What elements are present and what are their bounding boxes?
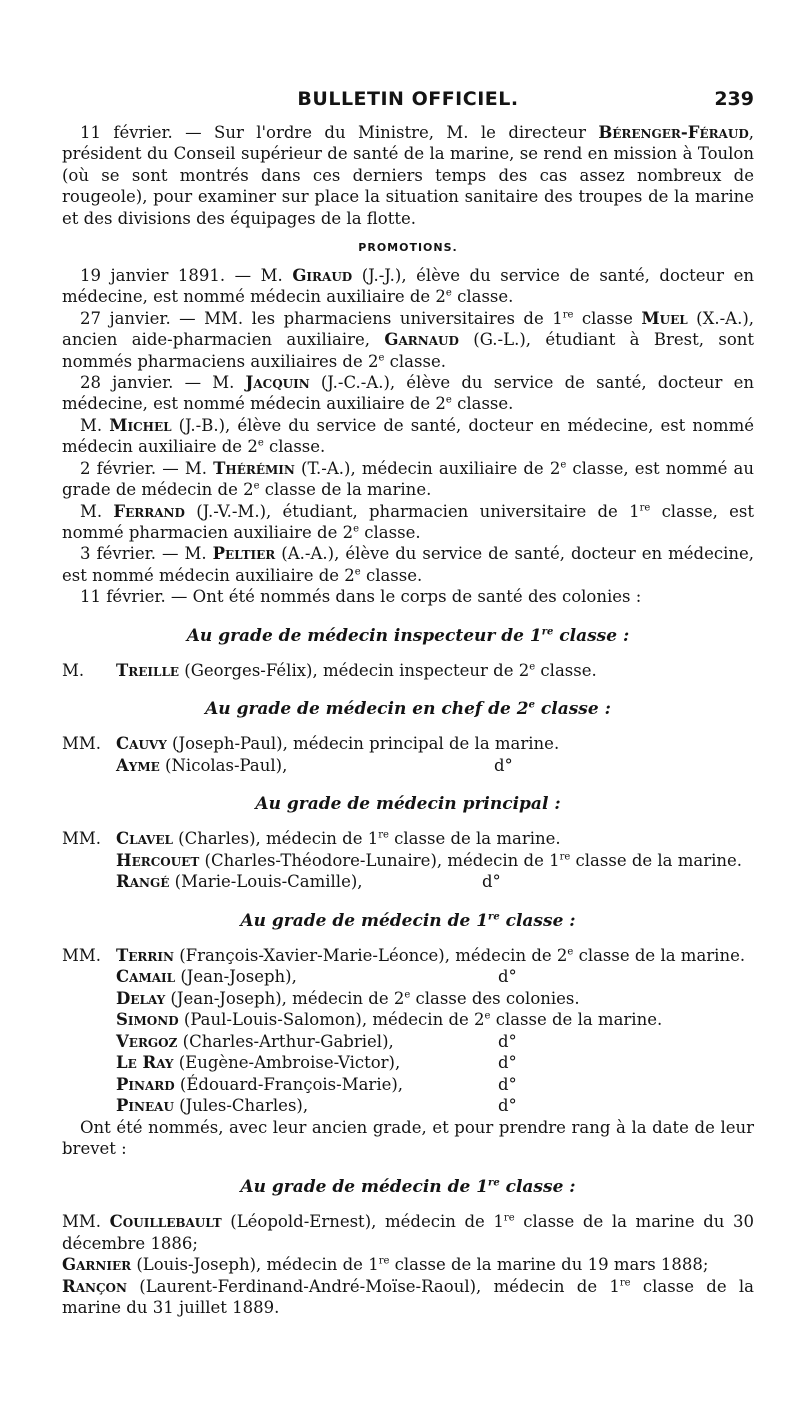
appointment-row	[62, 828, 754, 850]
final-entry	[62, 1211, 754, 1254]
person-name: Ayme	[116, 755, 160, 775]
appointment-row	[62, 871, 754, 893]
person-name: Ferrand	[113, 501, 185, 521]
promotion-lead: 3 février. — M.	[80, 544, 213, 564]
person-name: Vergoz	[116, 1031, 178, 1051]
promotion-lead: 11 février. — Ont été nommés dans le corps de santé des colonies :	[80, 587, 642, 607]
appointment-sections	[62, 626, 754, 1117]
appointment-row	[62, 945, 754, 967]
appointment-row	[62, 755, 754, 777]
person-name: Giraud	[292, 266, 353, 286]
promotion-entry	[62, 308, 754, 372]
appointment-row	[62, 660, 754, 682]
section-heading	[62, 911, 754, 931]
appointment-row	[62, 966, 754, 988]
promotion-entry	[62, 543, 754, 586]
person-name: Thérémin	[213, 458, 295, 478]
appointment-row	[62, 733, 754, 755]
final-heading	[62, 1177, 754, 1197]
ditto-mark: d°	[482, 872, 501, 892]
intro-name: Bérenger-Féraud	[598, 123, 749, 142]
row-text: (Georges-Félix), médecin inspecteur de 2e classe.	[179, 660, 597, 680]
person-name: Le Ray	[116, 1053, 174, 1073]
person-name: Garnaud	[384, 330, 459, 350]
ditto-mark: d°	[498, 1053, 517, 1073]
person-name: Garnier	[62, 1255, 132, 1275]
section-title: PROMOTIONS.	[358, 241, 458, 255]
row-text: (Joseph-Paul), médecin principal de la marine.	[166, 734, 560, 754]
person-name: Camail	[116, 967, 176, 987]
row-prefix: M.	[62, 660, 85, 680]
row-text: (Jean-Joseph),	[175, 967, 297, 987]
promotion-lead: M.	[80, 415, 110, 435]
row-text: (Marie-Louis-Camille),	[169, 872, 363, 892]
promotion-lead: M.	[80, 501, 114, 521]
appointment-row	[62, 1052, 754, 1074]
appointment-row	[62, 1095, 754, 1117]
heading-text: Au grade de médecin en chef de 2e classe :	[205, 699, 611, 720]
row-text: (Nicolas-Paul),	[159, 755, 288, 775]
intro-text-a: Sur l'ordre du Ministre, M. le directeur	[201, 123, 599, 142]
ditto-mark: d°	[498, 1031, 517, 1051]
person-name: Muel	[641, 308, 688, 328]
row-text: (Louis-Joseph), médecin de 1re classe de la marine du 19 mars 1888;	[131, 1255, 709, 1275]
promotion-text: (J.-C.-A.), élève du service de santé, docteur en médecine, est nommé médecin auxiliaire de 2e classe.	[62, 373, 754, 414]
section-heading	[62, 794, 754, 814]
person-name: Treille	[116, 660, 180, 680]
promotion-text: (T.-A.), médecin auxiliaire de 2e classe, est nommé au grade de médecin de 2e classe de la marine.	[62, 458, 755, 500]
appointment-row	[62, 988, 754, 1010]
person-name: Jacquin	[245, 373, 310, 393]
person-name: Rangé	[116, 872, 170, 892]
row-text: (Jean-Joseph), médecin de 2e classe des colonies.	[165, 988, 580, 1008]
promotion-text: (J.-J.), élève du service de santé, docteur en médecine, est nommé médecin auxiliaire de 2e classe.	[62, 266, 754, 307]
heading-text: Au grade de médecin inspecteur de 1re classe :	[186, 625, 630, 646]
row-prefix: MM.	[62, 945, 102, 965]
promotion-text: (X.-A.), ancien aide-pharmacien auxiliaire,	[62, 308, 755, 350]
promotion-text: (A.-A.), élève du service de santé, docteur en médecine, est nommé médecin auxiliaire de 2e classe.	[62, 544, 754, 585]
ditto-mark: d°	[498, 1096, 517, 1116]
promotion-entry	[62, 586, 754, 607]
row-text: (Jules-Charles),	[173, 1096, 309, 1116]
person-name: Simond	[116, 1010, 179, 1030]
row-text: (Laurent-Ferdinand-André-Moïse-Raoul), médecin de 1re classe de la marine du 31 juillet 1889.	[62, 1276, 755, 1317]
promotion-lead: 27 janvier. — MM. les pharmaciens universitaires de 1re classe	[80, 308, 642, 328]
row-text: (François-Xavier-Marie-Léonce), médecin de 2e classe de la marine.	[173, 945, 746, 965]
person-name: Delay	[116, 988, 166, 1008]
appointment-row	[62, 850, 754, 872]
intro-date: 11 février. —	[80, 123, 202, 142]
row-prefix: MM.	[62, 1212, 110, 1232]
promotion-entry	[62, 458, 754, 501]
heading-text: Au grade de médecin de 1re classe :	[240, 910, 576, 931]
person-name: Pinard	[116, 1074, 175, 1094]
promotion-lead: 2 février. — M.	[80, 458, 214, 478]
person-name: Peltier	[212, 544, 276, 564]
person-name: Michel	[109, 415, 172, 435]
row-text: (Charles-Arthur-Gabriel),	[177, 1031, 394, 1051]
promotion-text: (G.-L.), étudiant à Brest, sont nommés pharmaciens auxiliaires de 2e classe.	[62, 330, 755, 371]
person-name: Terrin	[116, 945, 174, 965]
promotion-entry	[62, 415, 754, 458]
row-text: (Léopold-Ernest), médecin de 1re classe de la marine du 30 décembre 1886;	[62, 1212, 755, 1253]
appointment-row	[62, 1074, 754, 1096]
section-heading	[62, 626, 754, 646]
promotions-list	[62, 265, 754, 608]
person-name: Hercouet	[116, 850, 200, 870]
final-entry	[62, 1254, 754, 1275]
promotion-text: (J.-V.-M.), étudiant, pharmacien universitaire de 1re classe, est nommé pharmacien auxiliaire de 2e classe.	[62, 501, 755, 542]
person-name: Couillebault	[109, 1212, 222, 1232]
ditto-mark: d°	[494, 755, 513, 775]
intro-text-b: , président du Conseil supérieur de santé de la marine, se rend en mission à Toulon (où se sont montrés dans ces derniers temps des cas assez nombreux de rougeole), pour examiner sur place la situation sanitaire des troupes de la marine et des divisions des équipages de la flotte.	[62, 123, 754, 228]
row-text: (Charles), médecin de 1re classe de la marine.	[172, 829, 561, 849]
heading-text: Au grade de médecin principal :	[255, 794, 561, 815]
row-text: (Eugène-Ambroise-Victor),	[173, 1053, 401, 1073]
person-name: Clavel	[116, 829, 173, 849]
rank-note: Ont été nommés, avec leur ancien grade, et pour prendre rang à la date de leur brevet :	[62, 1117, 754, 1158]
ditto-mark: d°	[498, 1074, 517, 1094]
row-prefix: MM.	[62, 734, 102, 754]
person-name: Pineau	[116, 1096, 174, 1116]
row-text: (Édouard-François-Marie),	[174, 1074, 404, 1094]
final-entry	[62, 1276, 754, 1319]
promotion-text: (J.-B.), élève du service de santé, docteur en médecine, est nommé médecin auxiliaire de 2e classe.	[62, 415, 754, 457]
promotion-entry	[62, 372, 754, 415]
row-prefix: MM.	[62, 829, 102, 849]
ditto-mark: d°	[498, 967, 517, 987]
person-name: Cauvy	[116, 734, 167, 754]
final-list	[62, 1211, 754, 1318]
promotion-entry	[62, 265, 754, 308]
running-title: BULLETIN OFFICIEL.	[297, 88, 519, 110]
person-name: Rançon	[62, 1276, 127, 1296]
page-header	[62, 88, 754, 122]
page-number: 239	[714, 88, 754, 110]
row-text: (Paul-Louis-Salomon), médecin de 2e classe de la marine.	[178, 1010, 663, 1030]
promotion-entry	[62, 501, 754, 544]
heading-text: Au grade de médecin de 1re classe :	[240, 1177, 576, 1198]
intro-paragraph	[62, 122, 754, 229]
promotion-lead: 19 janvier 1891. — M.	[80, 266, 293, 286]
appointment-row	[62, 1031, 754, 1053]
promotion-lead: 28 janvier. — M.	[80, 373, 246, 393]
appointment-row	[62, 1009, 754, 1031]
row-text: (Charles-Théodore-Lunaire), médecin de 1re classe de la marine.	[199, 850, 743, 870]
section-heading	[62, 699, 754, 719]
